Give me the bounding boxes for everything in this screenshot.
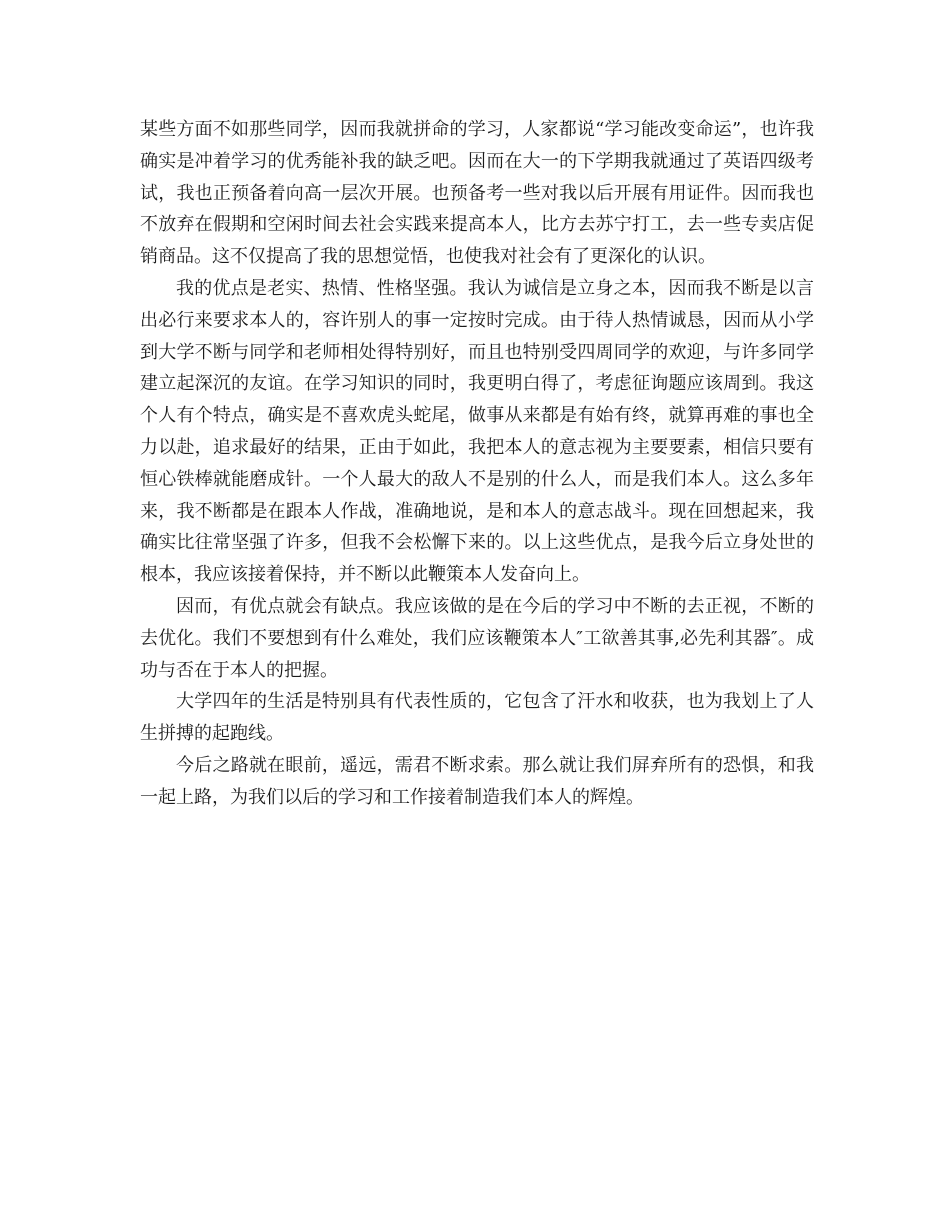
paragraph-4: 大学四年的生活是特别具有代表性质的，它包含了汗水和收获，也为我划上了人生拼搏的起跑线。: [140, 691, 814, 745]
paragraph-2: 我的优点是老实、热情、性格坚强。我认为诚信是立身之本，因而我不断是以言出必行来要求本人的，容许别人的事一定按时完成。由于待人热情诚恳，因而从小学到大学不断与同学和老师相处得特别好，而且也特别受四周同学的欢迎，与许多同学建立起深沉的友谊。在学习知识的同时，我更明白得了，考虑征询题应该周到。我这个人有个特点，确实是不喜欢虎头蛇尾，做事从来都是有始有终，就算再难的事也全力以赴，追求最好的结果，正由于如此，我把本人的意志视为主要要素，相信只要有恒心铁棒就能磨成针。一个人最大的敌人不是别的什么人，而是我们本人。这么多年来，我不断都是在跟本人作战，准确地说，是和本人的意志战斗。现在回想起来，我确实比往常坚强了许多，但我不会松懈下来的。以上这些优点，是我今后立身处世的根本，我应该接着保持，并不断以此鞭策本人发奋向上。: [140, 277, 814, 586]
document-body: [140, 114, 814, 814]
paragraph-1: 某些方面不如那些同学，因而我就拼命的学习，人家都说“学习能改变命运”，也许我确实是冲着学习的优秀能补我的缺乏吧。因而在大一的下学期我就通过了英语四级考试，我也正预备着向高一层次开展。也预备考一些对我以后开展有用证件。因而我也不放弃在假期和空闲时间去社会实践来提高本人，比方去苏宁打工，去一些专卖店促销商品。这不仅提高了我的思想觉悟，也使我对社会有了更深化的认识。: [140, 119, 814, 268]
paragraph-5: 今后之路就在眼前，遥远，需君不断求索。那么就让我们屏弃所有的恐惧，和我一起上路，为我们以后的学习和工作接着制造我们本人的辉煌。: [140, 754, 814, 808]
paragraph-3: 因而，有优点就会有缺点。我应该做的是在今后的学习中不断的去正视，不断的去优化。我们不要想到有什么难处，我们应该鞭策本人″工欲善其事,必先利其器″。成功与否在于本人的把握。: [140, 595, 814, 681]
